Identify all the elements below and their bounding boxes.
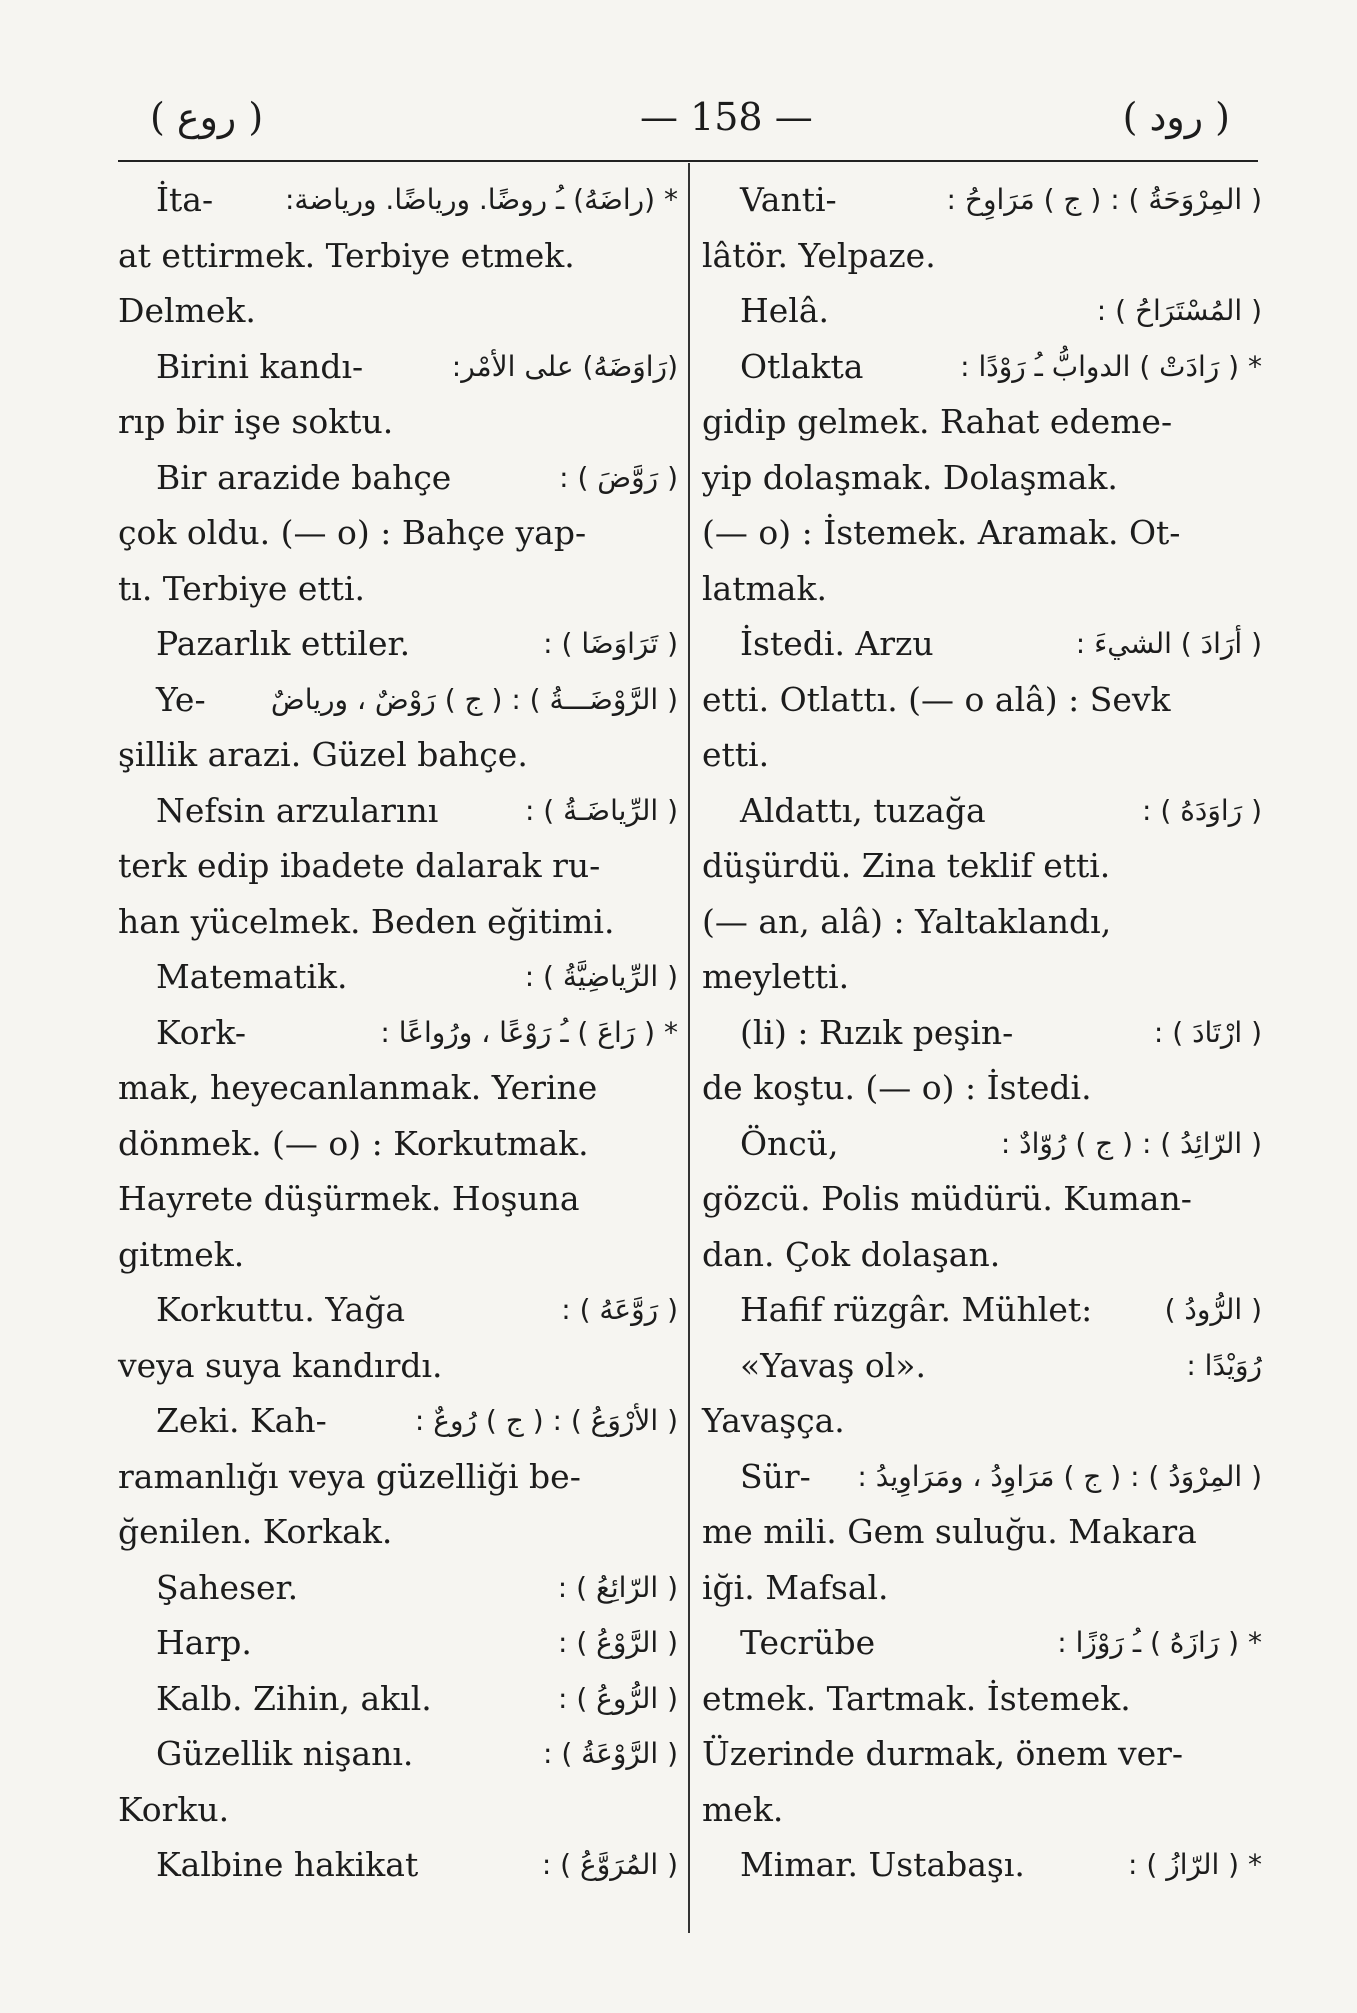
- page-number: — 158 —: [640, 95, 813, 139]
- turkish-text: Birini kandı-: [156, 346, 364, 386]
- dictionary-line: [702, 1282, 1262, 1338]
- turkish-text: çok oldu. (— o) : Bahçe yap-: [118, 513, 587, 552]
- turkish-text: terk edip ibadete dalarak ru-: [118, 846, 601, 885]
- dictionary-line: [702, 894, 1262, 950]
- dictionary-line: [702, 1060, 1262, 1116]
- turkish-text: mek.: [702, 1789, 784, 1829]
- turkish-text: Korkuttu. Yağa: [156, 1290, 406, 1329]
- dictionary-line: [118, 1560, 678, 1616]
- arabic-headword: ( الرِّياضِيَّةُ ) :: [524, 960, 678, 993]
- turkish-text: gidip gelmek. Rahat edeme-: [702, 402, 1173, 441]
- arabic-headword: * ( الرّازُ ) :: [1128, 1848, 1262, 1881]
- turkish-text: Pazarlık ettiler.: [156, 624, 411, 663]
- header-right-root: ( رود ): [1122, 95, 1230, 139]
- turkish-text: Hafif rüzgâr. Mühlet:: [740, 1290, 1093, 1329]
- dictionary-line: [702, 1005, 1262, 1061]
- turkish-text: Kork-: [156, 1012, 246, 1052]
- turkish-text: Aldattı, tuzağa: [740, 790, 986, 830]
- page-header: [120, 95, 1250, 155]
- turkish-text: Şaheser.: [156, 1567, 299, 1607]
- turkish-text: Korku.: [118, 1789, 230, 1829]
- dictionary-line: [118, 394, 678, 450]
- dictionary-line: [118, 283, 678, 339]
- turkish-text: Helâ.: [740, 291, 830, 330]
- arabic-headword: ( الرَّوْعُ ) :: [558, 1626, 678, 1659]
- dictionary-line: [702, 1116, 1262, 1172]
- arabic-headword: ( المِرْوَدُ ) : ( ج ) مَرَاوِدُ ، ومَرَاوِيدُ :: [857, 1459, 1262, 1493]
- turkish-text: Kalb. Zihin, akıl.: [156, 1678, 432, 1718]
- arabic-headword: (رَاوَضَهُ) على الأمْر:: [451, 349, 678, 383]
- right-column: [702, 172, 1262, 1932]
- dictionary-line: [702, 1171, 1262, 1227]
- arabic-headword: ( تَرَاوَضَا ) :: [543, 627, 678, 660]
- dictionary-line: [702, 783, 1262, 839]
- left-column: [118, 172, 678, 1932]
- dictionary-line: [702, 672, 1262, 728]
- dictionary-line: [118, 1726, 678, 1782]
- turkish-text: latmak.: [702, 568, 827, 608]
- dictionary-line: [118, 1449, 678, 1505]
- turkish-text: at ettirmek. Terbiye etmek.: [118, 235, 575, 275]
- dictionary-line: [702, 339, 1262, 395]
- dictionary-line: [702, 727, 1262, 783]
- dictionary-line: [118, 727, 678, 783]
- turkish-text: (— an, alâ) : Yaltaklandı,: [702, 901, 1112, 941]
- dictionary-line: [702, 1726, 1262, 1782]
- dictionary-line: [118, 838, 678, 894]
- dictionary-line: [702, 450, 1262, 506]
- turkish-text: han yücelmek. Beden eğitimi.: [118, 901, 615, 941]
- turkish-text: (li) : Rızık peşin-: [740, 1012, 1014, 1052]
- dictionary-line: [702, 1393, 1262, 1449]
- arabic-headword: رُوَيْدًا :: [1186, 1348, 1262, 1382]
- dictionary-line: [702, 1837, 1262, 1893]
- dictionary-line: [702, 1615, 1262, 1671]
- dictionary-line: [118, 561, 678, 617]
- arabic-headword: * ( رَادَتْ ) الدوابُّ ـُ رَوْدًا :: [960, 349, 1262, 383]
- turkish-text: Zeki. Kah-: [156, 1401, 327, 1440]
- dictionary-line: [702, 1782, 1262, 1838]
- turkish-text: Kalbine hakikat: [156, 1845, 419, 1884]
- turkish-text: Yavaşça.: [702, 1401, 845, 1440]
- turkish-text: Nefsin arzularını: [156, 790, 439, 830]
- header-rule: [118, 160, 1258, 162]
- dictionary-line: [118, 339, 678, 395]
- dictionary-line: [118, 1504, 678, 1560]
- turkish-text: Matematik.: [156, 957, 348, 996]
- turkish-text: iği. Mafsal.: [702, 1567, 889, 1607]
- arabic-headword: ( المُسْتَرَاحُ ) :: [1096, 294, 1262, 327]
- turkish-text: Bir arazide bahçe: [156, 457, 452, 497]
- arabic-headword: ( الرُّوعُ ) :: [558, 1681, 678, 1715]
- dictionary-line: [118, 1393, 678, 1449]
- turkish-text: İstedi. Arzu: [740, 624, 934, 663]
- turkish-text: Otlakta: [740, 346, 864, 386]
- arabic-headword: ( أرَادَ ) الشيءَ :: [1075, 627, 1262, 660]
- dictionary-line: [118, 450, 678, 506]
- turkish-text: İta-: [156, 180, 214, 219]
- turkish-text: veya suya kandırdı.: [118, 1345, 443, 1385]
- dictionary-line: [118, 228, 678, 284]
- turkish-text: mak, heyecanlanmak. Yerine: [118, 1068, 598, 1107]
- dictionary-line: [702, 228, 1262, 284]
- column-divider: [688, 163, 690, 1933]
- dictionary-line: [118, 1615, 678, 1671]
- turkish-text: Mimar. Ustabaşı.: [740, 1845, 1025, 1884]
- dictionary-line: [702, 561, 1262, 617]
- dictionary-line: [702, 1560, 1262, 1616]
- turkish-text: ğenilen. Korkak.: [118, 1512, 393, 1551]
- dictionary-line: [118, 949, 678, 1005]
- turkish-text: Güzellik nişanı.: [156, 1734, 414, 1773]
- turkish-text: gözcü. Polis müdürü. Kuman-: [702, 1179, 1192, 1218]
- dictionary-line: [118, 1005, 678, 1061]
- dictionary-line: [702, 838, 1262, 894]
- dictionary-line: [118, 783, 678, 839]
- turkish-text: tı. Terbiye etti.: [118, 568, 365, 608]
- dictionary-line: [702, 616, 1262, 672]
- dictionary-line: [702, 1504, 1262, 1560]
- arabic-headword: ( الرَّوْعَةُ ) :: [543, 1737, 678, 1770]
- arabic-headword: ( الرّائِدُ ) : ( ج ) رُوّادٌ :: [1000, 1126, 1262, 1160]
- arabic-headword: ( رَوَّعَهُ ) :: [561, 1293, 678, 1326]
- turkish-text: de koştu. (— o) : İstedi.: [702, 1068, 1092, 1107]
- turkish-text: Sür-: [740, 1456, 811, 1496]
- turkish-text: etti. Otlattı. (— o alâ) : Sevk: [702, 679, 1171, 719]
- turkish-text: Vanti-: [740, 180, 837, 219]
- arabic-headword: ( الأرْوَعُ ) : ( ج ) رُوعٌ :: [414, 1404, 678, 1437]
- dictionary-line: [118, 1338, 678, 1394]
- dictionary-line: [702, 1338, 1262, 1394]
- arabic-headword: ( ارْتَادَ ) :: [1153, 1015, 1262, 1049]
- arabic-headword: * ( رَازَهُ ) ـُ رَوْزًا :: [1057, 1626, 1262, 1659]
- arabic-headword: * ( رَاعَ ) ـُ رَوْعًا ، ورُواعًا :: [380, 1015, 678, 1049]
- dictionary-line: [118, 1782, 678, 1838]
- turkish-text: lâtör. Yelpaze.: [702, 235, 936, 275]
- arabic-headword: ( الرَّوْضَـــةُ ) : ( ج ) رَوْضٌ ، ورياضٌ: [270, 682, 678, 716]
- dictionary-line: [118, 1282, 678, 1338]
- dictionary-line: [118, 1060, 678, 1116]
- turkish-text: meyletti.: [702, 957, 850, 996]
- arabic-headword: * (راضَهُ) ـُ روضًا. ورياضًا. ورياضة:: [284, 183, 678, 216]
- turkish-text: etti.: [702, 735, 770, 774]
- dictionary-line: [702, 1671, 1262, 1727]
- arabic-headword: ( الرّائِعُ ) :: [557, 1570, 678, 1604]
- arabic-headword: ( المِرْوَحَةُ ) : ( ج ) مَرَاوِحُ :: [946, 183, 1262, 216]
- turkish-text: etmek. Tartmak. İstemek.: [702, 1678, 1131, 1718]
- dictionary-line: [118, 1837, 678, 1893]
- arabic-headword: ( رَاوَدَهُ ) :: [1142, 793, 1262, 827]
- dictionary-line: [702, 283, 1262, 339]
- turkish-text: gitmek.: [118, 1234, 245, 1274]
- arabic-headword: ( الرُّودُ ): [1164, 1293, 1262, 1326]
- turkish-text: yip dolaşmak. Dolaşmak.: [702, 457, 1118, 497]
- dictionary-line: [702, 1449, 1262, 1505]
- dictionary-line: [118, 672, 678, 728]
- turkish-text: Delmek.: [118, 291, 256, 330]
- dictionary-line: [118, 1116, 678, 1172]
- turkish-text: ramanlığı veya güzelliği be-: [118, 1456, 581, 1496]
- turkish-text: düşürdü. Zina teklif etti.: [702, 846, 1111, 885]
- dictionary-line: [118, 1671, 678, 1727]
- turkish-text: şillik arazi. Güzel bahçe.: [118, 735, 528, 774]
- dictionary-line: [702, 505, 1262, 561]
- dictionary-line: [118, 172, 678, 228]
- arabic-headword: ( الرِّياضَـةُ ) :: [524, 793, 678, 827]
- dictionary-line: [702, 1227, 1262, 1283]
- turkish-text: Ye-: [156, 679, 206, 719]
- arabic-headword: ( المُرَوَّعُ ) :: [541, 1848, 678, 1881]
- turkish-text: dönmek. (— o) : Korkutmak.: [118, 1123, 589, 1163]
- turkish-text: dan. Çok dolaşan.: [702, 1234, 1001, 1274]
- dictionary-line: [702, 172, 1262, 228]
- turkish-text: rıp bir işe soktu.: [118, 402, 394, 441]
- dictionary-line: [118, 616, 678, 672]
- turkish-text: «Yavaş ol».: [740, 1345, 926, 1385]
- turkish-text: Öncü,: [740, 1123, 839, 1163]
- turkish-text: Harp.: [156, 1623, 252, 1662]
- arabic-headword: ( رَوَّضَ ) :: [559, 460, 678, 494]
- turkish-text: (— o) : İstemek. Aramak. Ot-: [702, 513, 1181, 552]
- header-left-root: ( روع ): [150, 95, 264, 139]
- dictionary-line: [118, 1171, 678, 1227]
- turkish-text: Üzerinde durmak, önem ver-: [702, 1734, 1184, 1773]
- dictionary-line: [702, 949, 1262, 1005]
- turkish-text: me mili. Gem suluğu. Makara: [702, 1512, 1197, 1551]
- dictionary-line: [118, 894, 678, 950]
- turkish-text: Tecrübe: [740, 1623, 876, 1662]
- turkish-text: Hayrete düşürmek. Hoşuna: [118, 1179, 580, 1218]
- dictionary-line: [118, 505, 678, 561]
- dictionary-line: [118, 1227, 678, 1283]
- dictionary-line: [702, 394, 1262, 450]
